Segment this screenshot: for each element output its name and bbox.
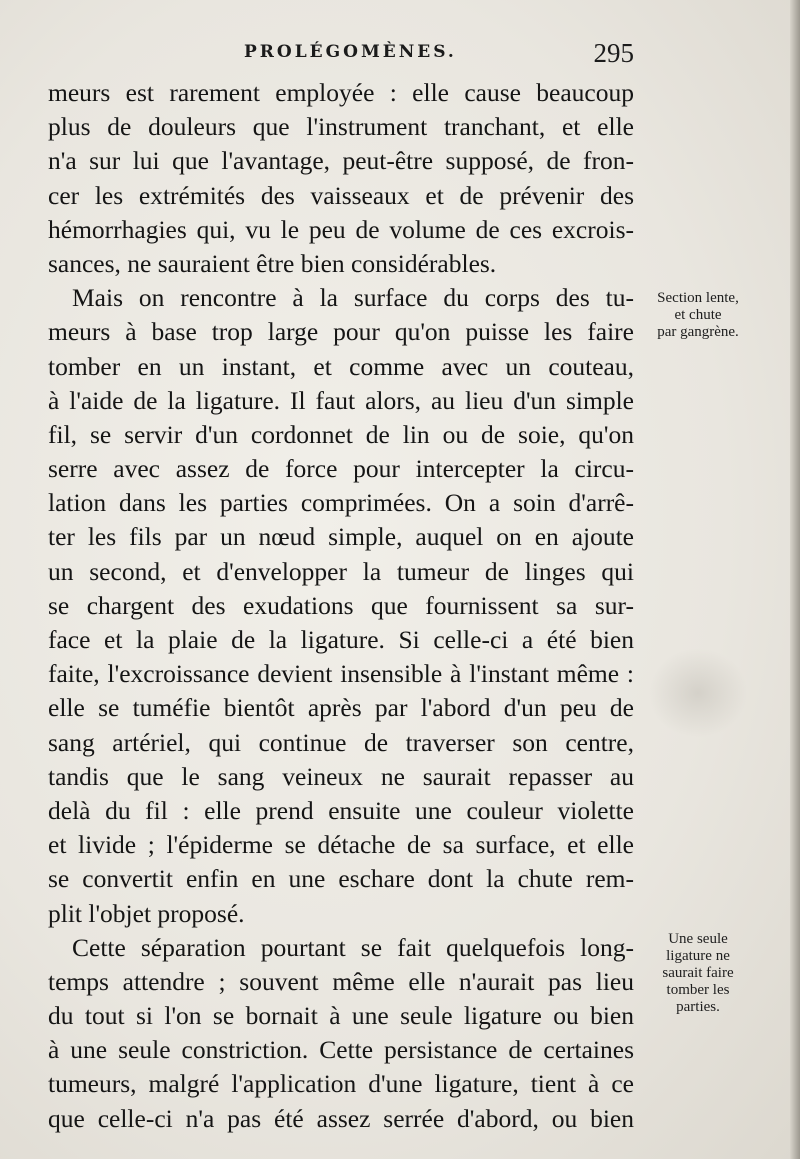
margin-note-line: Section lente,: [657, 290, 739, 306]
page-number: 295: [593, 38, 634, 68]
text-line: à une seule constriction. Cette persistance de certaines: [48, 1035, 634, 1065]
text-line: un second, et d'envelopper la tumeur de linges qui: [48, 556, 634, 586]
text-line: n'a sur lui que l'avantage, peut-être supposé, de fron-: [48, 146, 634, 176]
text-line: ter les fils par un nœud simple, auquel on en ajoute: [48, 522, 634, 552]
margin-note-line: saurait faire: [662, 965, 734, 981]
text-line: meurs est rarement employée : elle cause beaucoup: [48, 78, 634, 107]
margin-note-line: et chute: [674, 307, 722, 323]
text-line: elle se tuméfie bientôt après par l'abord d'un peu de: [48, 693, 634, 723]
margin-note-line: ligature ne: [666, 948, 730, 964]
bleed-through-smudge: [648, 648, 748, 738]
margin-note-line: par gangrène.: [657, 324, 739, 340]
text-line: plit l'objet proposé.: [48, 898, 245, 928]
margin-note-line: tomber les: [666, 982, 730, 998]
margin-note-une-seule-ligature: [642, 931, 754, 1016]
text-line: lation dans les parties comprimées. On a soin d'arrê-: [48, 488, 634, 518]
text-line: delà du fil : elle prend ensuite une couleur violette: [48, 795, 634, 825]
text-line: sances, ne sauraient être bien considérables.: [48, 248, 497, 278]
text-line: Mais on rencontre à la surface du corps des tu-: [72, 283, 634, 313]
text-line: tomber en un instant, et comme avec un couteau,: [48, 351, 634, 381]
body-text: [48, 76, 634, 1136]
margin-note-line: Une seule: [668, 931, 728, 947]
running-head: PROLÉGOMÈNES.: [244, 42, 457, 62]
text-line: fil, se servir d'un cordonnet de lin ou de soie, qu'on: [48, 419, 634, 449]
text-line: Cette séparation pourtant se fait quelquefois long-: [72, 932, 634, 962]
text-line: se convertit enfin en une eschare dont la chute rem-: [48, 864, 634, 894]
text-line: se chargent des exudations que fournissent sa sur-: [48, 590, 634, 620]
text-line: temps attendre ; souvent même elle n'aurait pas lieu: [48, 966, 634, 996]
text-line: du tout si l'on se bornait à une seule ligature ou bien: [48, 1001, 634, 1031]
text-line: tumeurs, malgré l'application d'une ligature, tient à ce: [48, 1069, 634, 1099]
text-line: face et la plaie de la ligature. Si celle-ci a été bien: [48, 625, 634, 654]
margin-note-line: parties.: [676, 999, 720, 1015]
text-line: serre avec assez de force pour intercepter la circu-: [48, 454, 634, 484]
text-line: à l'aide de la ligature. Il faut alors, au lieu d'un simple: [48, 385, 634, 415]
text-line: meurs à base trop large pour qu'on puisse les faire: [48, 317, 634, 347]
text-line: faite, l'excroissance devient insensible à l'instant même :: [48, 659, 634, 689]
text-line: cer les extrémités des vaisseaux et de prévenir des: [48, 180, 634, 210]
page-edge: [790, 0, 800, 1159]
margin-note-section-lente: [642, 290, 754, 341]
text-line: sang artériel, qui continue de traverser son centre,: [48, 727, 634, 757]
text-line: et livide ; l'épiderme se détache de sa surface, et elle: [48, 830, 634, 860]
text-line: hémorrhagies qui, vu le peu de volume de ces excrois-: [48, 214, 634, 244]
text-line: plus de douleurs que l'instrument tranchant, et elle: [48, 112, 634, 142]
page-header: [48, 38, 634, 74]
text-line: que celle-ci n'a pas été assez serrée d'abord, ou bien: [48, 1103, 634, 1133]
text-line: tandis que le sang veineux ne saurait repasser au: [48, 761, 634, 791]
